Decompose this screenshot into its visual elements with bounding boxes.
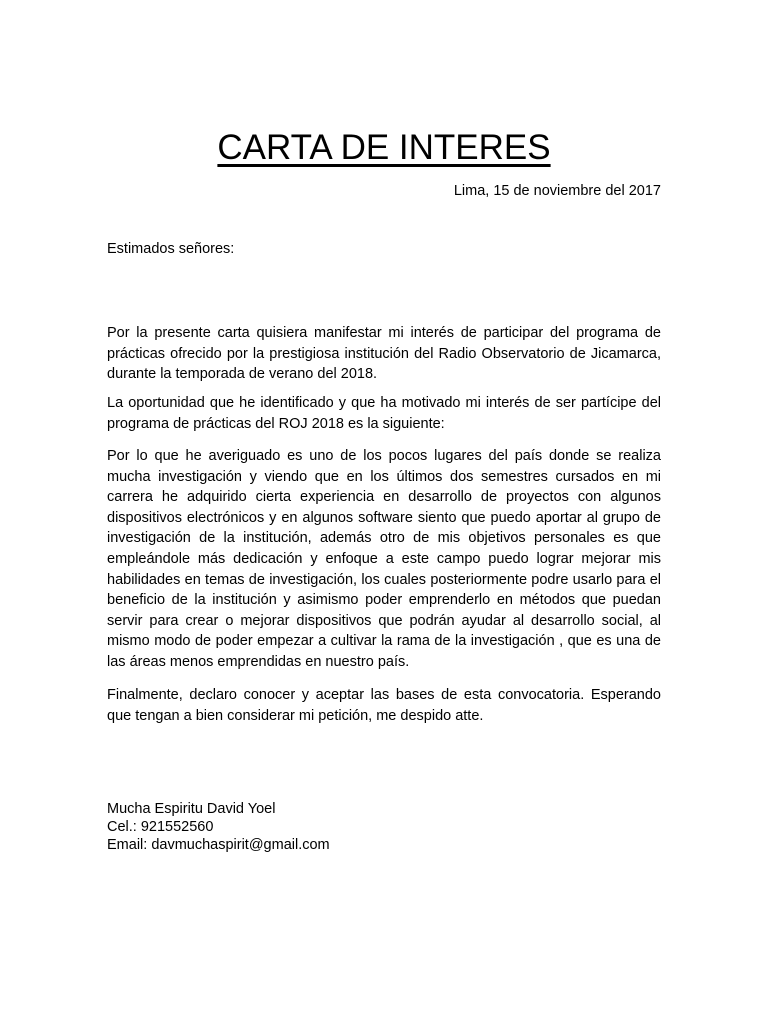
paragraph-motivation: Por lo que he averiguado es uno de los pocos lugares del país donde se realiza mucha investigación y viendo que en los últimos dos semestres cursados en mi carrera he adquirido cierta experiencia en desarrollo de proyectos con algunos dispositivos electrónicos y en algunos software siento que puedo aportar al grupo de investigación de la institución, además otro de mis objetivos personales es que empleándole más dedicación y enfoque a este campo puedo lograr mejorar mis habilidades en temas de investigación, los cuales posteriormente podre usarlo para el beneficio de la institución y asimismo poder emprenderlo en métodos que puedan servir para crear o mejorar dispositivos que podrán ayudar al desarrollo social, al mismo modo de poder empezar a cultivar la rama de la investigación , que es una de las áreas menos emprendidas en nuestro país. xyxy=(107,448,661,670)
signature-name: Mucha Espiritu David Yoel xyxy=(107,801,276,817)
letter-date: Lima, 15 de noviembre del 2017 xyxy=(453,183,661,199)
signature-phone: Cel.: 921552560 xyxy=(107,819,214,835)
letter-title: CARTA DE INTERES xyxy=(217,128,551,167)
letter-salutation: Estimados señores: xyxy=(107,241,235,257)
paragraph-closing: Finalmente, declaro conocer y aceptar las bases de esta convocatoria. Esperando que tengan a bien considerar mi petición, me despido atte. xyxy=(107,687,661,724)
paragraph-opportunity: La oportunidad que he identificado y que ha motivado mi interés de ser partícipe del programa de prácticas del ROJ 2018 es la siguiente: xyxy=(107,395,661,432)
paragraph-intro: Por la presente carta quisiera manifestar mi interés de participar del programa de prácticas ofrecido por la prestigiosa institución del Radio Observatorio de Jicamarca, durante la temporada de verano del 2018. xyxy=(107,325,661,383)
signature-email: Email: davmuchaspirit@gmail.com xyxy=(107,837,330,853)
